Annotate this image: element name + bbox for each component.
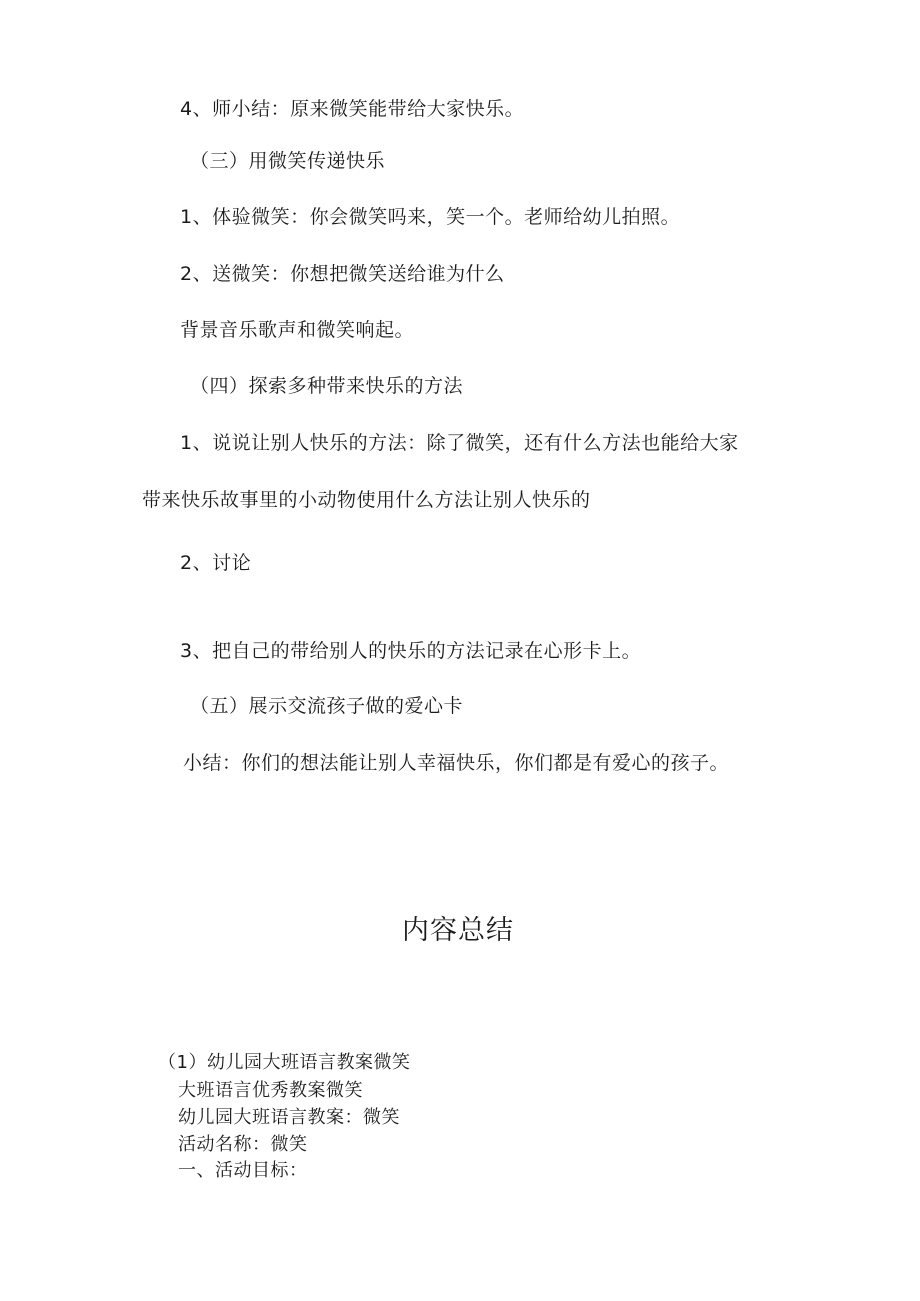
- paragraph-line: 1、说说让别人快乐的方法：除了微笑，还有什么方法也能给大家: [180, 432, 739, 454]
- section-heading: （四）探索多种带来快乐的方法: [190, 375, 464, 397]
- summary-line: 一、活动目标：: [178, 1160, 308, 1181]
- summary-line: 幼儿园大班语言教案：微笑: [178, 1107, 400, 1128]
- section-heading: （五）展示交流孩子做的爱心卡: [190, 695, 464, 717]
- summary-line: 大班语言优秀教案微笑: [178, 1080, 363, 1101]
- paragraph-line: 1、体验微笑：你会微笑吗来，笑一个。老师给幼儿拍照。: [180, 206, 681, 228]
- paragraph-line: 3、把自己的带给别人的快乐的方法记录在心形卡上。: [180, 640, 642, 662]
- summary-line: （1）幼儿园大班语言教案微笑: [158, 1052, 411, 1073]
- paragraph-line: 4、师小结：原来微笑能带给大家快乐。: [180, 98, 525, 120]
- paragraph-line: 小结：你们的想法能让别人幸福快乐，你们都是有爱心的孩子。: [183, 752, 730, 774]
- section-heading: （三）用微笑传递快乐: [190, 150, 386, 172]
- paragraph-line: 带来快乐故事里的小动物使用什么方法让别人快乐的: [142, 489, 591, 511]
- paragraph-line: 2、送微笑：你想把微笑送给谁为什么: [180, 263, 505, 285]
- summary-line: 活动名称：微笑: [178, 1134, 308, 1155]
- summary-title: 内容总结: [402, 915, 514, 946]
- paragraph-line: 2、讨论: [180, 552, 252, 574]
- paragraph-line: 背景音乐歌声和微笑响起。: [180, 319, 415, 341]
